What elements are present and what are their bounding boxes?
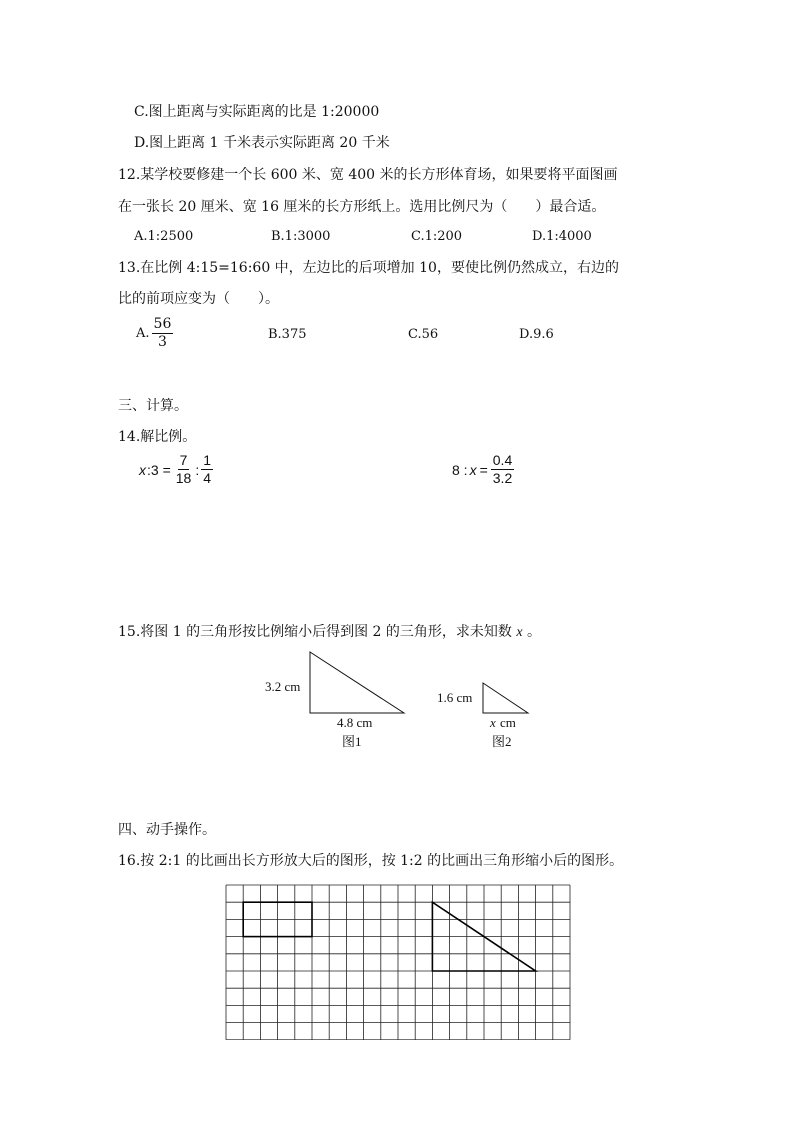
q14-eq1-f2-denominator: 4 <box>203 470 212 486</box>
q14-eq1-variable: x <box>139 461 146 478</box>
q14-eq1-fraction-1 <box>174 452 194 487</box>
q15-stem-end: 。 <box>527 624 542 640</box>
fig1-base-label: 4.8 cm <box>337 715 373 730</box>
q14-equation-2 <box>452 452 516 487</box>
q12-stem-line1: 12.某学校要修建一个长 600 米、宽 400 米的长方形体育场，如果要将平面图画 <box>118 167 618 183</box>
drawing-grid[interactable] <box>225 884 571 1040</box>
section4-title: 四、动手操作。 <box>118 822 216 838</box>
q12-option-a[interactable]: A.1:2500 <box>134 229 194 244</box>
q13-option-a-prefix: A. <box>136 325 150 341</box>
q11-option-d: D.图上距离 1 千米表示实际距离 20 千米 <box>134 135 390 151</box>
fig2-base-unit: cm <box>500 715 516 730</box>
q13-option-a-denominator: 3 <box>157 334 167 350</box>
fig1-caption: 图1 <box>342 734 362 749</box>
q13-option-b[interactable]: B.375 <box>268 327 307 342</box>
q12-option-b[interactable]: B.1:3000 <box>271 229 331 244</box>
q12-option-c[interactable]: C.1:200 <box>411 229 463 244</box>
q14-eq1-fraction-2 <box>201 452 213 487</box>
q14-eq2-denominator: 3.2 <box>492 470 513 486</box>
q14-eq1-f1-denominator: 18 <box>175 470 192 486</box>
q14-title: 14.解比例。 <box>118 429 197 445</box>
q13-option-a-fraction <box>152 316 174 351</box>
fig2-base-variable: x <box>490 715 496 730</box>
q16-stem: 16.按 2:1 的比画出长方形放大后的图形，按 1:2 的比画出三角形缩小后的图形。 <box>118 853 624 869</box>
q14-equation-1 <box>139 452 215 487</box>
q14-eq1-lhs: :3 = <box>147 461 171 478</box>
q14-eq2-equals: = <box>479 461 488 478</box>
q14-eq1-separator: : <box>195 461 200 478</box>
q13-option-d[interactable]: D.9.6 <box>519 327 554 342</box>
q13-option-c[interactable]: C.56 <box>408 327 439 342</box>
q13-option-a-numerator: 56 <box>153 316 172 332</box>
grid-lines <box>226 885 570 1040</box>
q12-stem-line2: 在一张长 20 厘米、宽 16 厘米的长方形纸上。选用比例尺为（ ）最合适。 <box>118 199 606 215</box>
q15-stem <box>118 622 541 643</box>
q14-eq1-f1-numerator: 7 <box>179 452 188 468</box>
fig1-triangle <box>310 652 404 713</box>
q13-stem-line2: 比的前项应变为（ ）。 <box>118 291 279 307</box>
fig1-height-label: 3.2 cm <box>265 679 301 694</box>
fig2-height-label: 1.6 cm <box>437 690 473 705</box>
q13-stem-line1: 13.在比例 4:15=16:60 中，左边比的后项增加 10，要使比例仍然成立，右边的 <box>118 260 619 276</box>
q15-stem-variable: x <box>516 625 523 640</box>
fig2-triangle <box>483 683 528 713</box>
q14-eq2-lhs: 8 : <box>452 461 468 478</box>
q15-figures <box>0 645 794 755</box>
fig2-caption: 图2 <box>492 734 512 749</box>
q14-eq2-numerator: 0.4 <box>492 452 513 468</box>
q14-eq2-variable: x <box>469 461 477 478</box>
q14-eq1-f2-numerator: 1 <box>203 452 212 468</box>
q13-option-a[interactable] <box>136 316 175 351</box>
q11-option-c: C.图上距离与实际距离的比是 1:20000 <box>134 104 380 120</box>
q14-eq2-fraction <box>491 452 514 487</box>
q12-option-d[interactable]: D.1:4000 <box>532 229 592 244</box>
section3-title: 三、计算。 <box>118 398 188 414</box>
q15-stem-text: 15.将图 1 的三角形按比例缩小后得到图 2 的三角形，求未知数 <box>118 624 512 640</box>
